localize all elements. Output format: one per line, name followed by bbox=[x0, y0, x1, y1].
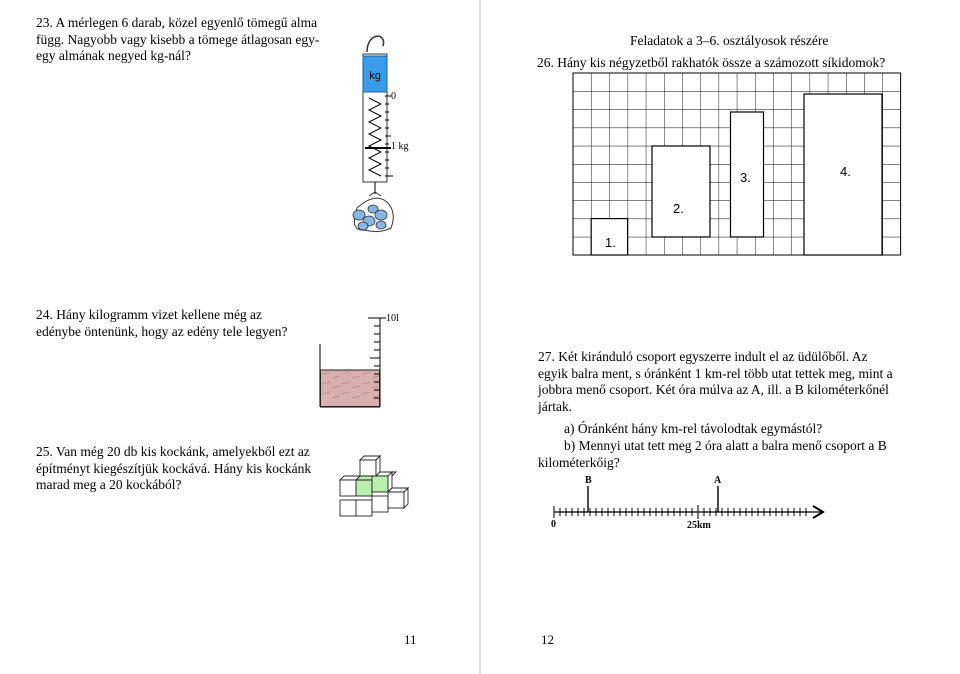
section-title: Feladatok a 3–6. osztályosok részére bbox=[630, 33, 829, 48]
axis-zero-label: 0 bbox=[551, 519, 556, 530]
question-b-line1: b) Mennyi utat tett meg 2 óra alatt a balra menő csoport a B bbox=[564, 438, 887, 453]
problem-25-text: 25. Van még 20 db kis kockánk, amelyekből ezt az építményt kiegészítjük kockává. Hány kis kockánk marad meg a 20 kockából? bbox=[36, 444, 312, 492]
kilometer-stone-a-label: A bbox=[714, 475, 722, 486]
question-b-line2: kilométerkőig? bbox=[538, 455, 620, 470]
scale-zero-label: 0 bbox=[391, 91, 396, 102]
shape-label-4: 4. bbox=[840, 164, 851, 179]
cube-structure-figure bbox=[336, 448, 416, 528]
vessel-capacity-label: 10l bbox=[386, 313, 399, 324]
shape-label-2: 2. bbox=[673, 201, 684, 216]
right-page bbox=[481, 0, 960, 674]
number-line-figure bbox=[547, 470, 847, 530]
water-vessel-figure bbox=[318, 304, 428, 414]
page-number-left: 11 bbox=[404, 632, 417, 647]
square-grid-figure bbox=[573, 73, 903, 263]
scale-unit-label: kg bbox=[369, 70, 381, 82]
water-fill bbox=[321, 370, 380, 407]
shape-label-3: 3. bbox=[740, 170, 751, 185]
shape-2 bbox=[652, 146, 710, 237]
page-number-right: 12 bbox=[541, 632, 554, 647]
question-a: a) Óránként hány km-rel távolodtak egymástól? bbox=[564, 421, 823, 436]
problem-23-text: 23. A mérlegen 6 darab, közel egyenlő tömegű alma függ. Nagyobb vagy kisebb a tömege átlagosan egy- egy almának negyed kg-nál? bbox=[36, 15, 320, 63]
shape-label-1: 1. bbox=[605, 235, 616, 250]
axis-25km-label: 25km bbox=[687, 520, 711, 531]
scale-one-kg-label: 1 kg bbox=[391, 141, 409, 152]
left-page bbox=[0, 0, 479, 674]
problem-24-text: 24. Hány kilogramm vizet kellene még az edénybe öntenünk, hogy az edény tele legyen? bbox=[36, 307, 288, 339]
problem-26-text: 26. Hány kis négyzetből rakhatók össze a számozott síkidomok? bbox=[537, 55, 886, 70]
kilometer-stone-b-label: B bbox=[585, 475, 592, 486]
problem-27-text: 27. Két kiránduló csoport egyszerre indult el az üdülőből. Az egyik balra ment, s óránként 1 km-rel több utat tettek meg, mint a jobbra menő csoport. Két óra múlva az A, ill. a B kilométerkőnél jártak. bbox=[538, 349, 893, 414]
spring-scale-figure bbox=[335, 32, 455, 252]
